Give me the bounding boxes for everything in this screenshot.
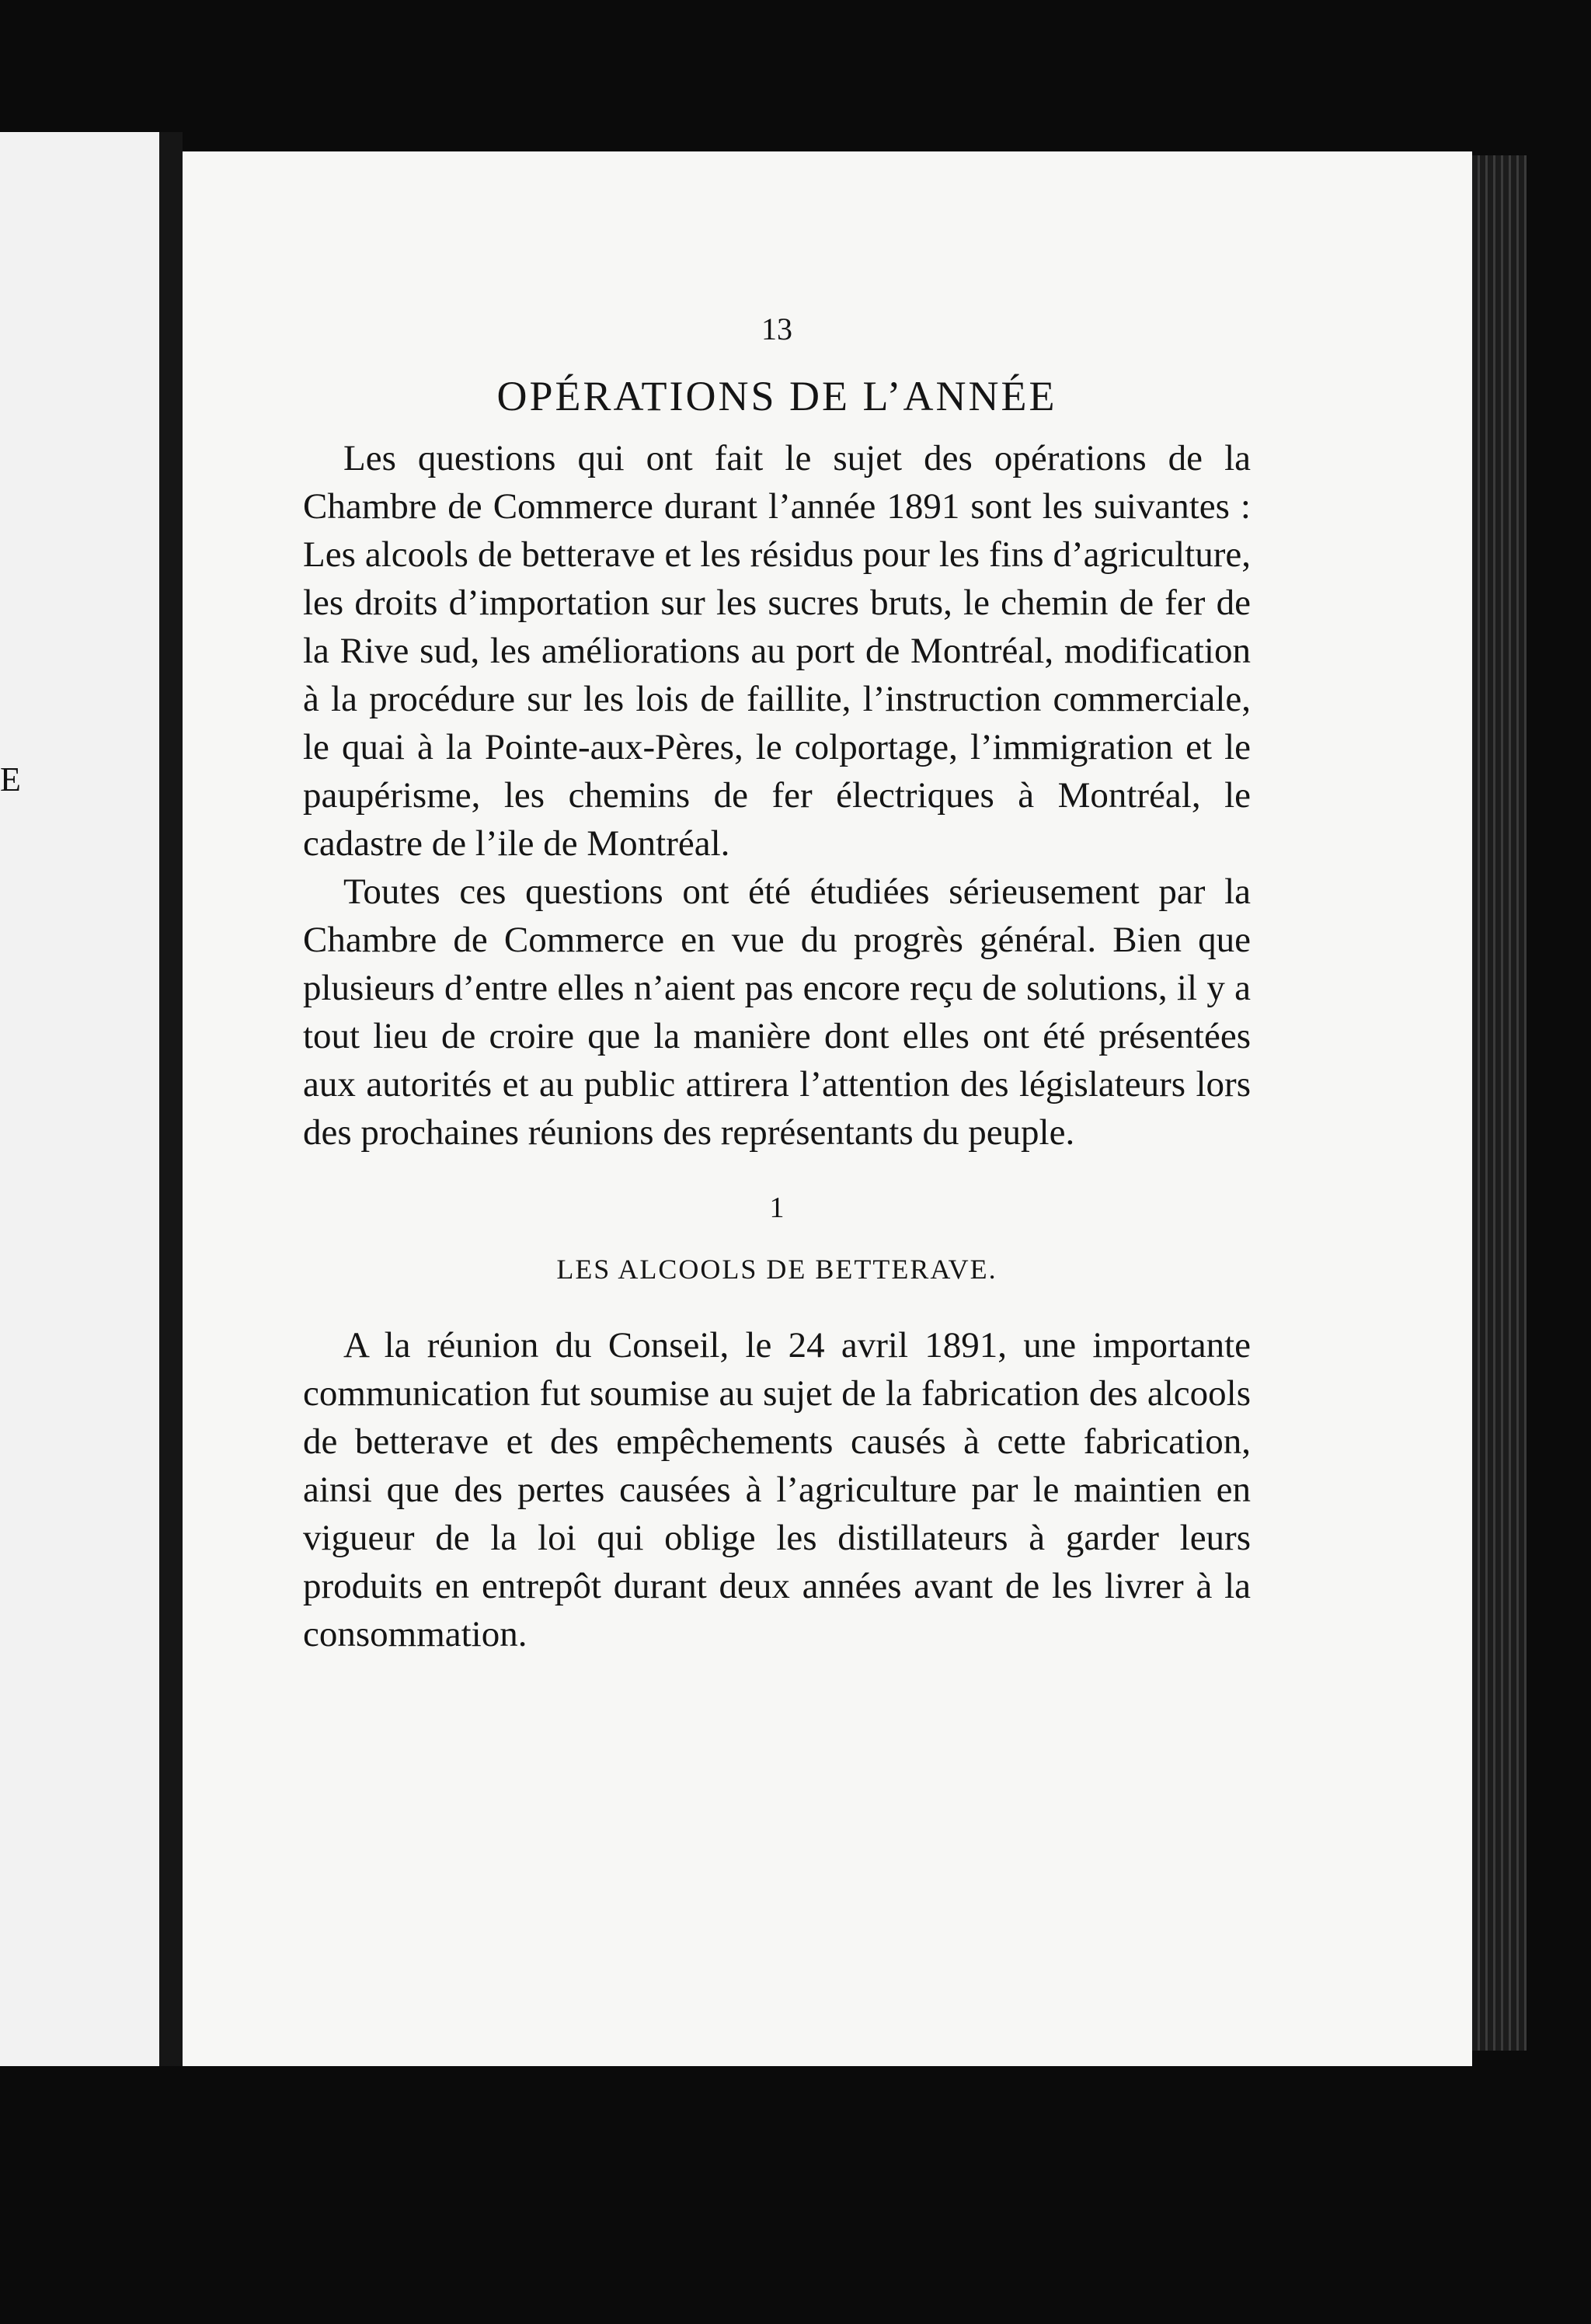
page-text [303, 311, 1251, 1658]
paragraph-2: Toutes ces questions ont été étudiées sérieusement par la Chambre de Commerce en vue du progrès général. Bien que plusieurs d’entre elles n’aient pas encore reçu de solutions, il y a tout lieu de croire que la manière dont elles ont été présentées aux autorités et au public attirera l’attention des législateurs lors des prochaines réunions des représentants du peuple. [303, 872, 1251, 1153]
left-page-edge-letter: E [0, 760, 21, 798]
page-title: OPÉRATIONS DE L’ANNÉE [496, 373, 1057, 419]
section-paragraph: A la réunion du Conseil, le 24 avril 1891, une importante communication fut soumise au sujet de la fabrication des alcools de betterave et des empêchements causés à cette fabrication, ainsi que des pertes causées à l’agriculture par le maintien en vigueur de la loi qui oblige les distillateurs à garder leurs produits en entrepôt durant deux années avant de les livrer à la consommation. [303, 1325, 1251, 1654]
page-number: 13 [761, 311, 792, 346]
page-edges [1472, 155, 1527, 2051]
section-heading: LES ALCOOLS DE BETTERAVE. [556, 1254, 997, 1285]
paragraph-1: Les questions qui ont fait le sujet des opérations de la Chambre de Commerce durant l’année 1891 sont les suivantes : Les alcools de betterave et les résidus pour les fins d’agriculture, les droits d’importation sur les sucres bruts, le chemin de fer de la Rive sud, les améliorations au port de Montréal, modification à la procédure sur les lois de faillite, l’instruction commerciale, le quai à la Pointe-aux-Pères, le colportage, l’immigration et le paupérisme, les chemins de fer électriques à Montréal, le cadastre de l’ile de Montréal. [303, 438, 1251, 864]
book-gutter [159, 132, 183, 2066]
section-number: 1 [769, 1192, 785, 1224]
left-page [0, 132, 159, 2066]
